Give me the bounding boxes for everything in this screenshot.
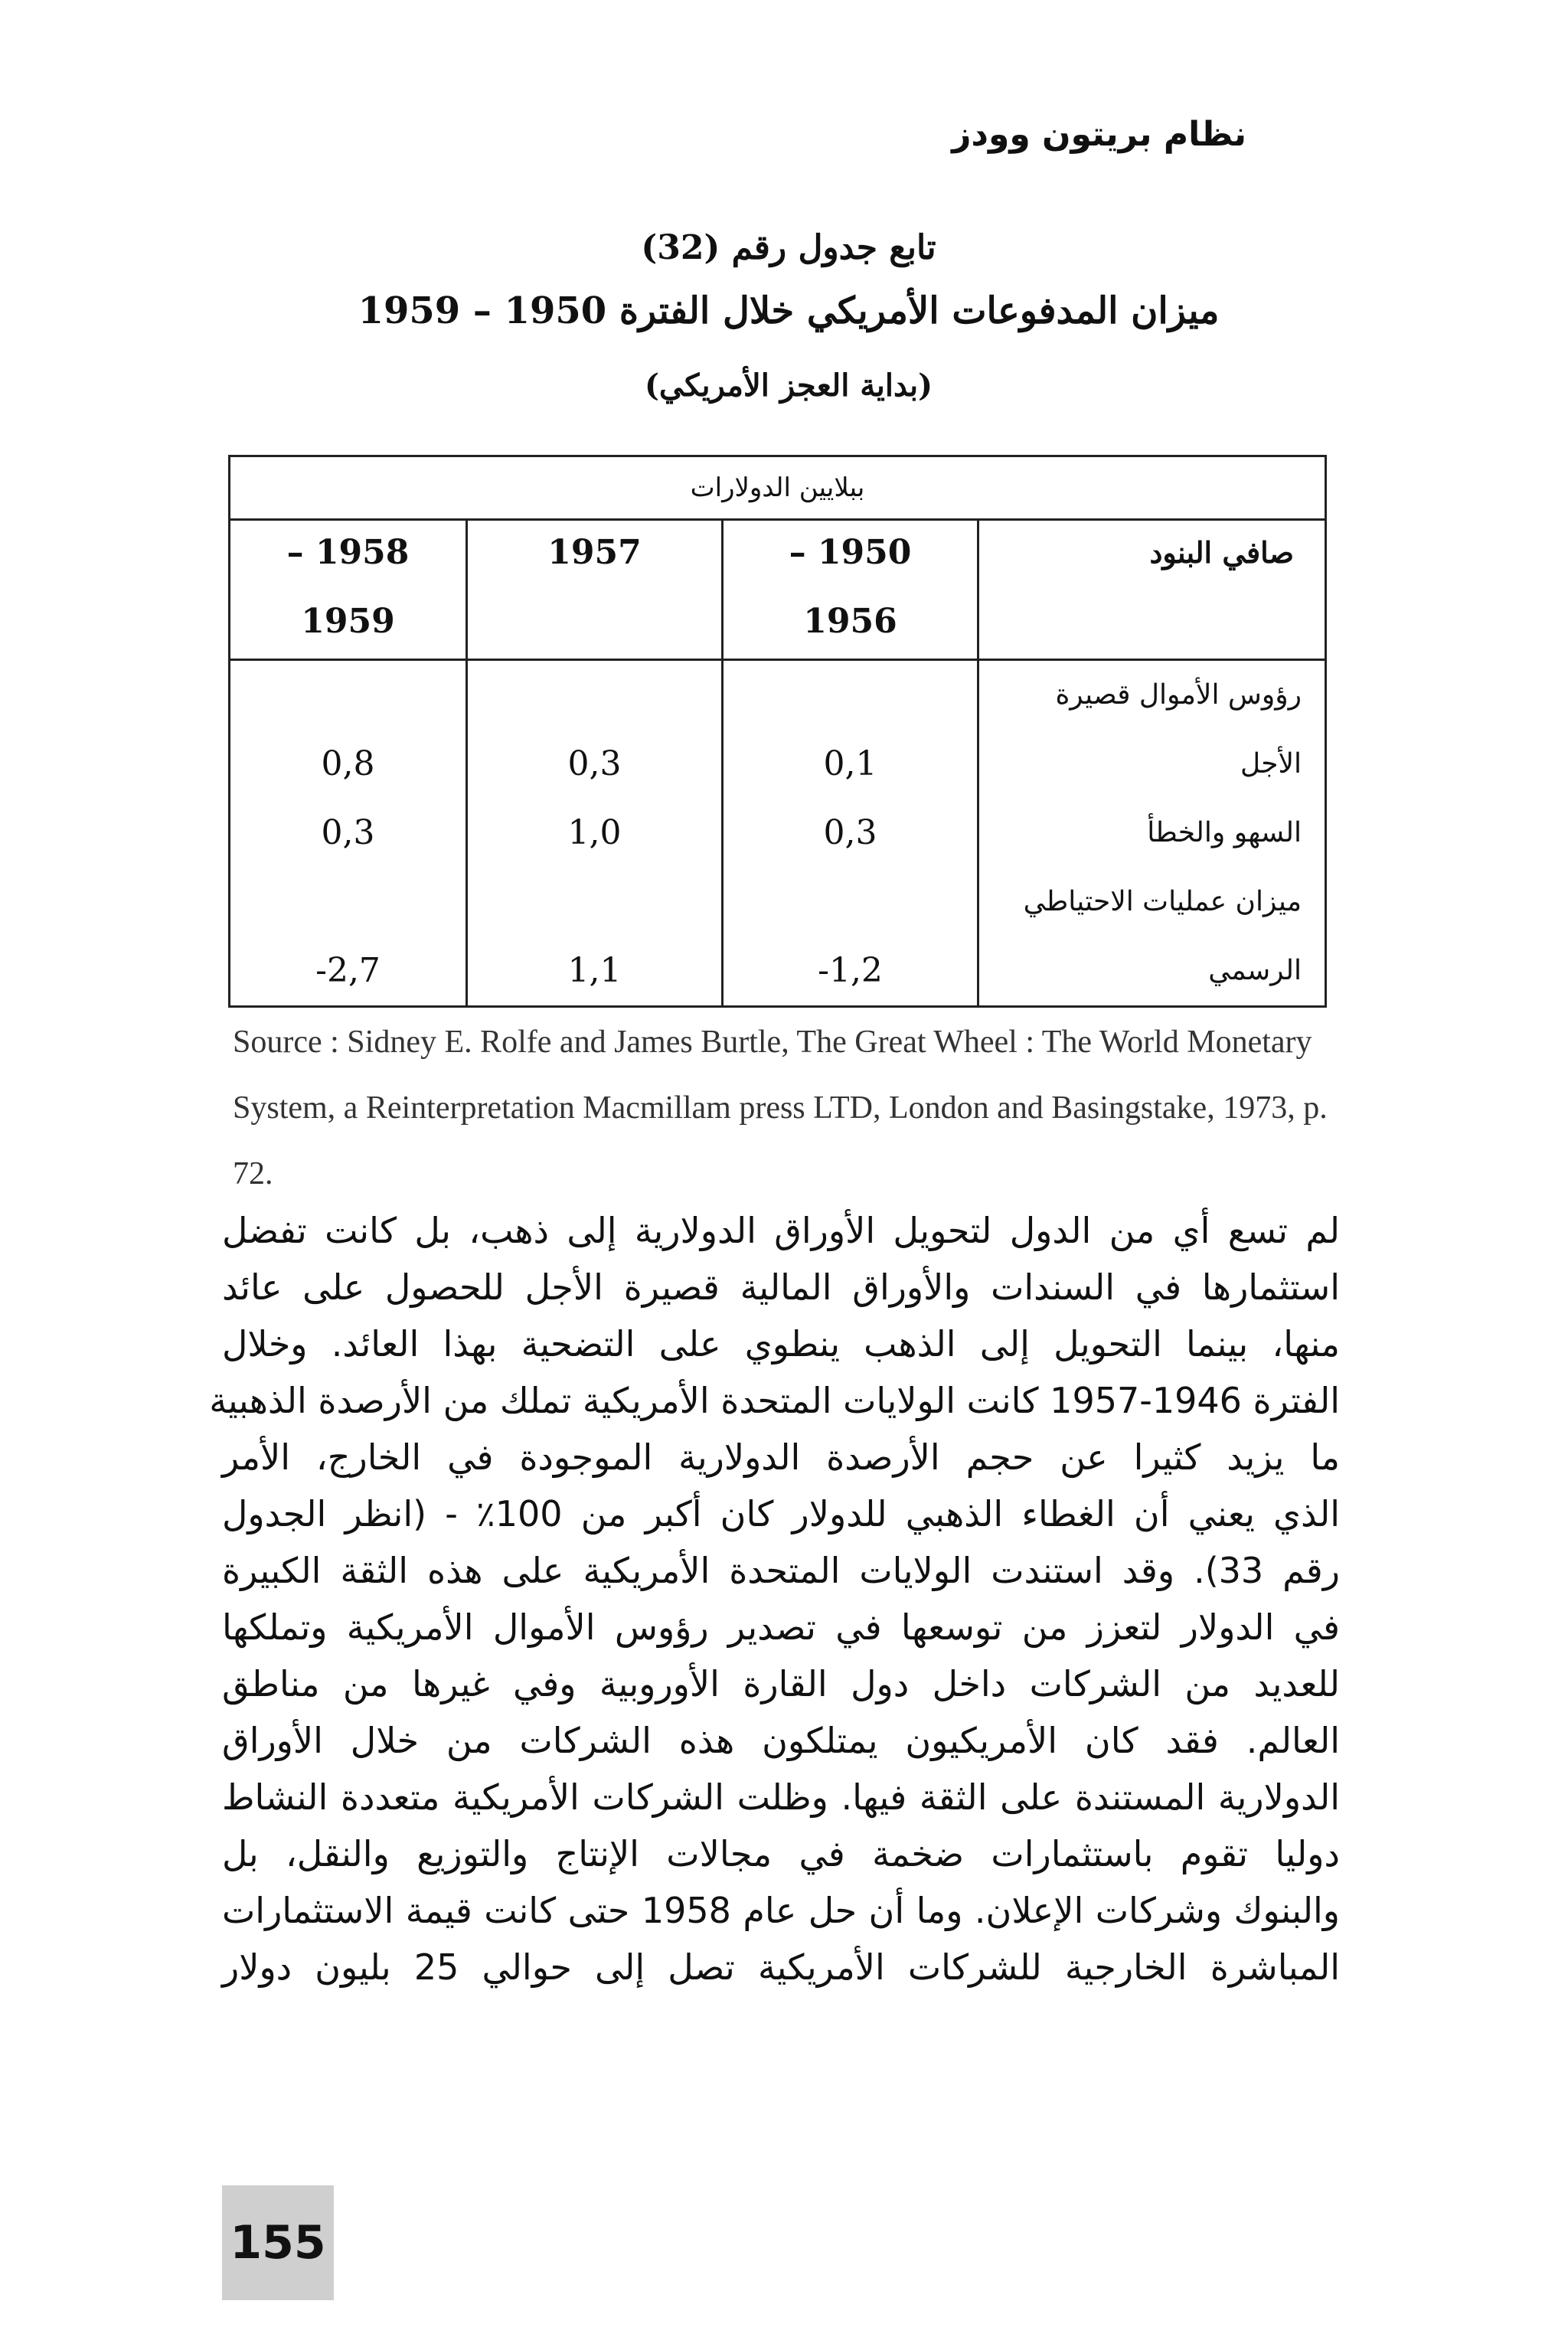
table-value: 0,3: [567, 744, 622, 783]
page-number-box: [222, 2185, 334, 2300]
table-value: 1,1: [567, 951, 622, 990]
table-caption-number: تابع جدول رقم (32): [641, 228, 936, 267]
values-cell: [230, 660, 467, 1007]
source-citation: Source : Sidney E. Rolfe and James Burtle, The Great Wheel : The World Monetary System, a Reinterpretation Macmillam press LTD, London and Basingstake, 1973, p. 72.: [233, 1025, 1328, 1191]
table-caption-subtitle: (بداية العجز الأمريكي): [645, 368, 933, 404]
table-value: [468, 868, 721, 936]
item-label: الرسمي: [1208, 955, 1302, 986]
body-line: للعديد من الشركات داخل دول القارة الأوروبية وفي غيرها من مناطق: [222, 1663, 1340, 1704]
body-line: منها، بينما التحويل إلى الذهب ينطوي على التضحية بهذا العائد. وخلال: [222, 1323, 1340, 1365]
table-value: 0,8: [321, 744, 375, 783]
item-label: السهو والخطأ: [1147, 817, 1302, 848]
table-value: 1,2-: [818, 951, 883, 990]
values-cell: [723, 660, 978, 1007]
table-value: [230, 868, 466, 936]
table-value: [724, 868, 977, 936]
table-value: 0,3: [823, 813, 877, 852]
body-line: والبنوك وشركات الإعلان. وما أن حل عام 1958 حتى كانت قيمة الاستثمارات: [222, 1890, 1340, 1931]
body-line: ما يزيد كثيرا عن حجم الأرصدة الدولارية الموجودة في الخارج، الأمر: [222, 1436, 1340, 1478]
body-line: المباشرة الخارجية للشركات الأمريكية تصل إلى حوالي 25 بليون دولار: [222, 1946, 1341, 1988]
table-value: 0,1: [823, 744, 877, 783]
column-header: [723, 520, 978, 660]
body-line: في الدولار لتعزز من توسعها في تصدير رؤوس الأموال الأمريكية وتملكها: [222, 1606, 1340, 1648]
balance-of-payments-table: [228, 455, 1327, 1008]
column-header-line: [468, 590, 721, 659]
page-number: 155: [230, 2216, 326, 2270]
item-labels-cell: [978, 660, 1326, 1007]
item-label: ميزان عمليات الاحتياطي: [1023, 886, 1302, 917]
column-header: [230, 520, 467, 660]
table-value: 2,7-: [315, 951, 381, 990]
body-line: الفترة 1946-1957 كانت الولايات المتحدة الأمريكية تملك من الأرصدة الذهبية: [209, 1380, 1340, 1421]
running-header: نظام بريتون وودز: [952, 115, 1246, 154]
unit-label: ببلايين الدولارات: [230, 456, 1326, 520]
values-cell: [467, 660, 723, 1007]
body-line: استثمارها في السندات والأوراق المالية قصيرة الأجل للحصول على عائد: [222, 1267, 1340, 1308]
column-header-line: 1956: [803, 602, 897, 641]
body-line: لم تسع أي من الدول لتحويل الأوراق الدولارية إلى ذهب، بل كانت تفضل: [222, 1210, 1340, 1251]
body-line: رقم 33). وقد استندت الولايات المتحدة الأمريكية على هذه الثقة الكبيرة: [222, 1550, 1340, 1591]
table-value: [230, 661, 466, 730]
column-header-line: 1959: [301, 602, 395, 641]
table-value: 1,0: [567, 813, 622, 852]
column-header: [467, 520, 723, 660]
table-value: 0,3: [321, 813, 375, 852]
column-header-line: 1958 –: [286, 533, 410, 572]
table-value: [724, 661, 977, 730]
item-header: صافي البنود: [978, 520, 1326, 660]
body-paragraph: [209, 1202, 1341, 1995]
body-line: العالم. فقد كان الأمريكيون يمتلكون هذه الشركات من خلال الأوراق: [222, 1720, 1340, 1761]
table-caption-title: ميزان المدفوعات الأمريكي خلال الفترة 1950 – 1959: [358, 289, 1220, 332]
item-label: رؤوس الأموال قصيرة: [1055, 679, 1302, 711]
table-value: [468, 661, 721, 730]
column-header-line: 1950 –: [789, 533, 912, 572]
item-label: الأجل: [1240, 748, 1302, 780]
body-line: الذي يعني أن الغطاء الذهبي للدولار كان أكبر من 100٪ - (انظر الجدول: [222, 1493, 1340, 1535]
body-line: الدولارية المستندة على الثقة فيها. وظلت الشركات الأمريكية متعددة النشاط: [222, 1776, 1340, 1818]
column-header-line: 1957: [547, 533, 642, 572]
body-line: دوليا تقوم باستثمارات ضخمة في مجالات الإنتاج والتوزيع والنقل، بل: [222, 1833, 1340, 1874]
